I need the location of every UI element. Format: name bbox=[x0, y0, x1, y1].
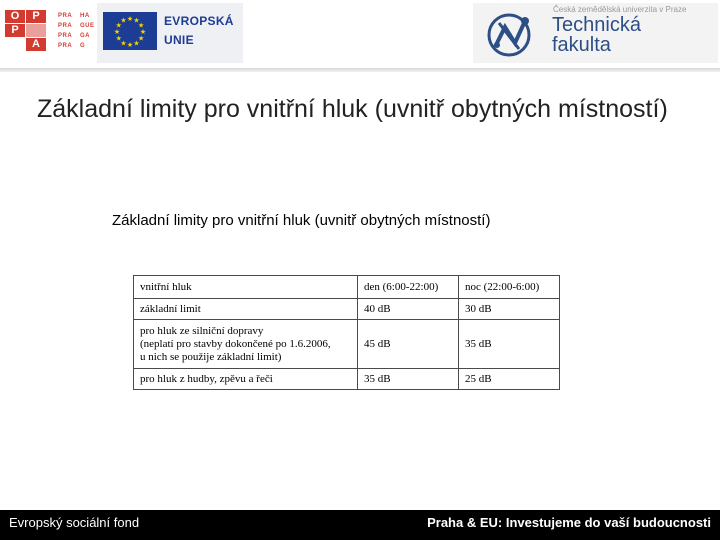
faculty-name-line2: fakulta bbox=[552, 34, 611, 56]
day-limit: 35 dB bbox=[358, 369, 459, 390]
footer-right-text: Praha & EU: Investujeme do vaší budoucnosti bbox=[427, 515, 711, 530]
row-label: základní limit bbox=[134, 299, 358, 320]
svg-text:★: ★ bbox=[120, 16, 127, 25]
svg-text:★: ★ bbox=[115, 21, 122, 30]
header-divider bbox=[0, 68, 720, 72]
praha-word: PRA bbox=[58, 43, 73, 49]
praha-word: GUE bbox=[80, 23, 95, 29]
svg-text:★: ★ bbox=[126, 41, 134, 49]
table-row bbox=[134, 299, 560, 320]
svg-text:★: ★ bbox=[113, 28, 121, 36]
row-label: pro hluk z hudby, zpěvu a řeči bbox=[134, 369, 358, 390]
svg-text:★: ★ bbox=[115, 34, 122, 43]
svg-text:★: ★ bbox=[133, 16, 140, 25]
row-label-line: (neplatí pro stavby dokončené po 1.6.2006, bbox=[140, 337, 331, 350]
eu-stars-icon bbox=[103, 12, 157, 50]
oppa-letter: P bbox=[5, 24, 25, 37]
table-caption: Základní limity pro vnitřní hluk (uvnitř obytných místností) bbox=[112, 212, 491, 229]
praha-word: PRA bbox=[58, 23, 73, 29]
oppa-logo bbox=[5, 10, 55, 52]
table-header-cell: vnitřní hluk bbox=[134, 276, 358, 299]
svg-text:★: ★ bbox=[126, 15, 134, 23]
night-limit: 35 dB bbox=[459, 320, 560, 369]
day-limit: 40 dB bbox=[358, 299, 459, 320]
praha-logo bbox=[58, 12, 98, 52]
praha-word: GA bbox=[80, 33, 90, 39]
noise-limits-table bbox=[133, 275, 560, 390]
eu-logo-text: UNIE bbox=[164, 33, 194, 47]
faculty-emblem-icon bbox=[485, 5, 543, 61]
svg-text:★: ★ bbox=[139, 28, 147, 36]
svg-text:★: ★ bbox=[138, 34, 145, 43]
table-row bbox=[134, 369, 560, 390]
svg-text:★: ★ bbox=[120, 39, 127, 48]
day-limit: 45 dB bbox=[358, 320, 459, 369]
table-header-cell: noc (22:00-6:00) bbox=[459, 276, 560, 299]
svg-text:★: ★ bbox=[138, 21, 145, 30]
row-label-line: pro hluk ze silniční dopravy bbox=[140, 324, 264, 337]
oppa-block bbox=[26, 24, 46, 37]
svg-text:★: ★ bbox=[133, 39, 140, 48]
footer-left-text: Evropský sociální fond bbox=[9, 515, 140, 530]
row-label-line: u nich se použije základní limit) bbox=[140, 350, 282, 363]
oppa-letter: A bbox=[26, 38, 46, 51]
table-header-row bbox=[134, 276, 560, 299]
eu-logo-text: EVROPSKÁ bbox=[164, 14, 234, 28]
row-label bbox=[134, 320, 358, 369]
night-limit: 25 dB bbox=[459, 369, 560, 390]
praha-word: G bbox=[80, 43, 86, 49]
night-limit: 30 dB bbox=[459, 299, 560, 320]
praha-word: PRA bbox=[58, 13, 73, 19]
praha-word: PRA bbox=[58, 33, 73, 39]
oppa-letter: O bbox=[5, 10, 25, 23]
praha-word: HA bbox=[80, 13, 90, 19]
oppa-letter: P bbox=[26, 10, 46, 23]
table-header-cell: den (6:00-22:00) bbox=[358, 276, 459, 299]
faculty-name-line1: Technická bbox=[552, 14, 641, 36]
slide-title: Základní limity pro vnitřní hluk (uvnitř obytných místností) bbox=[37, 95, 668, 123]
eu-flag-icon bbox=[103, 12, 157, 50]
table-row bbox=[134, 320, 560, 369]
university-name: Česká zemědělská univerzita v Praze bbox=[553, 5, 687, 14]
